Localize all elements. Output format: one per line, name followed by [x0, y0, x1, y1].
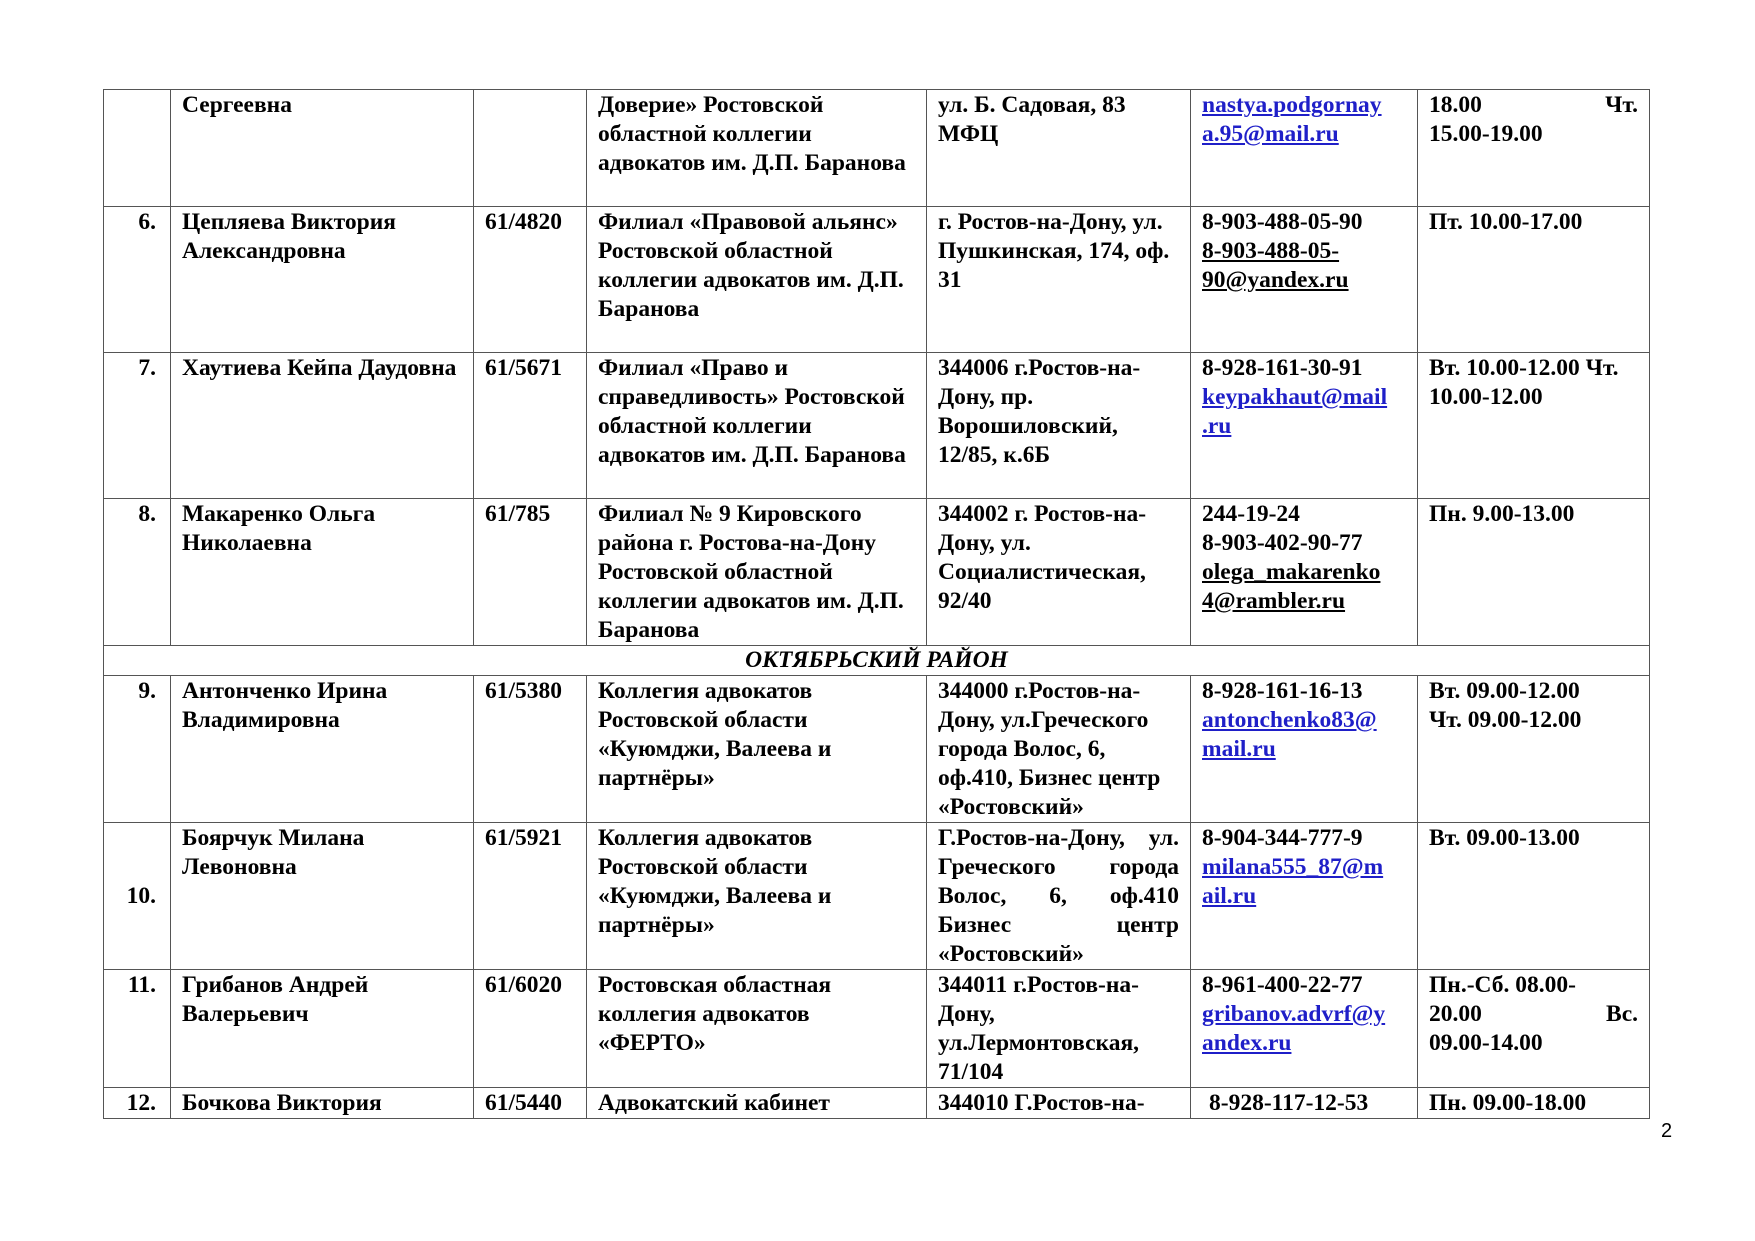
- row-number: 8.: [104, 499, 171, 646]
- table-row: [104, 90, 1650, 207]
- lawyer-name: Макаренко Ольга Николаевна: [171, 499, 474, 646]
- address: 344002 г. Ростов-на-Дону, ул. Социалистическая, 92/40: [927, 499, 1191, 646]
- registry-number: 61/4820: [474, 207, 587, 353]
- address: 344000 г.Ростов-на-Дону, ул.Греческого города Волос, 6, оф.410, Бизнес центр «Ростовский»: [927, 676, 1191, 823]
- hours-line: Пн.-Сб. 08.00-: [1429, 972, 1576, 998]
- address: Г.Ростов-на-Дону, ул. Греческого города Волос, 6, оф.410 Бизнес центр «Ростовский»: [927, 823, 1191, 970]
- lawyer-name: Сергеевна: [171, 90, 474, 207]
- phone: 8-928-161-16-13: [1202, 678, 1363, 704]
- office-hours: Пт. 10.00-17.00: [1418, 207, 1650, 353]
- phone-mobile: 8-903-402-90-77: [1202, 530, 1363, 556]
- row-number: 6.: [104, 207, 171, 353]
- registry-number: 61/5440: [474, 1088, 587, 1119]
- organization: Филиал «Правовой альянс» Ростовской областной коллегии адвокатов им. Д.П. Баранова: [587, 207, 927, 353]
- email-link-line[interactable]: 4@rambler.ru: [1202, 588, 1346, 614]
- email-link-line[interactable]: olega_makarenko: [1202, 559, 1381, 585]
- email-link-line[interactable]: milana555_87@m: [1202, 854, 1384, 880]
- email-link-line[interactable]: keypakhaut@mail: [1202, 384, 1388, 410]
- email-link-line[interactable]: 8-903-488-05-: [1202, 238, 1340, 264]
- registry-number: 61/5671: [474, 353, 587, 499]
- registry-number: 61/5921: [474, 823, 587, 970]
- office-hours: [1418, 970, 1650, 1088]
- address: ул. Б. Садовая, 83 МФЦ: [927, 90, 1191, 207]
- email-link-line[interactable]: a.95@mail.ru: [1202, 121, 1339, 147]
- table-row: [104, 353, 1650, 499]
- contacts: [1191, 676, 1418, 823]
- section-title: ОКТЯБРЬСКИЙ РАЙОН: [104, 646, 1650, 676]
- contacts: [1191, 823, 1418, 970]
- hours-line: [1429, 1000, 1638, 1029]
- email-link-line[interactable]: andex.ru: [1202, 1030, 1292, 1056]
- hours-line: [1429, 91, 1638, 120]
- lawyer-name: Антонченко Ирина Владимировна: [171, 676, 474, 823]
- section-header-row: [104, 646, 1650, 676]
- email-link-line[interactable]: gribanov.advrf@y: [1202, 1001, 1386, 1027]
- registry-number: 61/5380: [474, 676, 587, 823]
- row-number: 7.: [104, 353, 171, 499]
- phone: 8-928-117-12-53: [1209, 1090, 1369, 1116]
- office-hours: [1418, 90, 1650, 207]
- organization: Доверие» Ростовской областной коллегии адвокатов им. Д.П. Баранова: [587, 90, 927, 207]
- office-hours: [1418, 676, 1650, 823]
- contacts: [1191, 90, 1418, 207]
- contacts: [1191, 499, 1418, 646]
- address: 344010 Г.Ростов-на-: [927, 1088, 1191, 1119]
- address: 344006 г.Ростов-на-Дону, пр. Ворошиловский, 12/85, к.6Б: [927, 353, 1191, 499]
- office-hours: Вт. 10.00-12.00 Чт. 10.00-12.00: [1418, 353, 1650, 499]
- hours-line: Вт. 09.00-12.00: [1429, 678, 1580, 704]
- table-row: [104, 499, 1650, 646]
- address: 344011 г.Ростов-на-Дону, ул.Лермонтовская, 71/104: [927, 970, 1191, 1088]
- lawyer-name: Цепляева Виктория Александровна: [171, 207, 474, 353]
- table-row: [104, 970, 1650, 1088]
- table-row: [104, 1088, 1650, 1119]
- lawyer-name: Хаутиева Кейпа Даудовна: [171, 353, 474, 499]
- phone: 244-19-24: [1202, 501, 1300, 527]
- hours-line: 15.00-19.00: [1429, 121, 1543, 147]
- hours-part: Чт.: [1605, 92, 1638, 118]
- hours-line: Чт. 09.00-12.00: [1429, 707, 1582, 733]
- contacts: [1191, 1088, 1418, 1119]
- table-row: [104, 207, 1650, 353]
- phone: 8-961-400-22-77: [1202, 972, 1363, 998]
- lawyer-name: Грибанов Андрей Валерьевич: [171, 970, 474, 1088]
- email-link-line[interactable]: nastya.podgornay: [1202, 92, 1382, 118]
- lawyer-name: Бочкова Виктория: [171, 1088, 474, 1119]
- hours-line: 09.00-14.00: [1429, 1030, 1543, 1056]
- page-number: 2: [1661, 1120, 1673, 1142]
- organization: Ростовская областная коллегия адвокатов «ФЕРТО»: [587, 970, 927, 1088]
- hours-part: Вс.: [1606, 1001, 1638, 1027]
- email-link-line[interactable]: antonchenko83@: [1202, 707, 1377, 733]
- registry-number: 61/6020: [474, 970, 587, 1088]
- organization: Филиал № 9 Кировского района г. Ростова-на-Дону Ростовской областной коллегии адвокатов им. Д.П. Баранова: [587, 499, 927, 646]
- registry-number: 61/785: [474, 499, 587, 646]
- hours-part: 20.00: [1429, 1001, 1482, 1027]
- office-hours: Пн. 9.00-13.00: [1418, 499, 1650, 646]
- lawyers-table: [103, 89, 1650, 1119]
- contacts: [1191, 970, 1418, 1088]
- office-hours: Пн. 09.00-18.00: [1418, 1088, 1650, 1119]
- contacts: [1191, 353, 1418, 499]
- contacts: [1191, 207, 1418, 353]
- organization: Коллегия адвокатов Ростовской области «Куюмджи, Валеева и партнёры»: [587, 823, 927, 970]
- table-row: [104, 676, 1650, 823]
- row-number: 9.: [104, 676, 171, 823]
- row-number: 12.: [104, 1088, 171, 1119]
- table-row: [104, 823, 1650, 970]
- organization: Филиал «Право и справедливость» Ростовской областной коллегии адвокатов им. Д.П. Баранова: [587, 353, 927, 499]
- email-link-line[interactable]: mail.ru: [1202, 736, 1276, 762]
- email-link-line[interactable]: 90@yandex.ru: [1202, 267, 1349, 293]
- phone: 8-928-161-30-91: [1202, 355, 1363, 381]
- address: г. Ростов-на-Дону, ул. Пушкинская, 174, оф. 31: [927, 207, 1191, 353]
- row-number: 11.: [104, 970, 171, 1088]
- hours-part: 18.00: [1429, 92, 1482, 118]
- phone: 8-903-488-05-90: [1202, 209, 1363, 235]
- organization: Коллегия адвокатов Ростовской области «Куюмджи, Валеева и партнёры»: [587, 676, 927, 823]
- phone: 8-904-344-777-9: [1202, 825, 1363, 851]
- email-link-line[interactable]: .ru: [1202, 413, 1232, 439]
- row-number: 10.: [104, 823, 171, 970]
- lawyer-name: Боярчук Милана Левоновна: [171, 823, 474, 970]
- email-link-line[interactable]: ail.ru: [1202, 883, 1257, 909]
- office-hours: Вт. 09.00-13.00: [1418, 823, 1650, 970]
- registry-number: [474, 90, 587, 207]
- row-number: [104, 90, 171, 207]
- organization: Адвокатский кабинет: [587, 1088, 927, 1119]
